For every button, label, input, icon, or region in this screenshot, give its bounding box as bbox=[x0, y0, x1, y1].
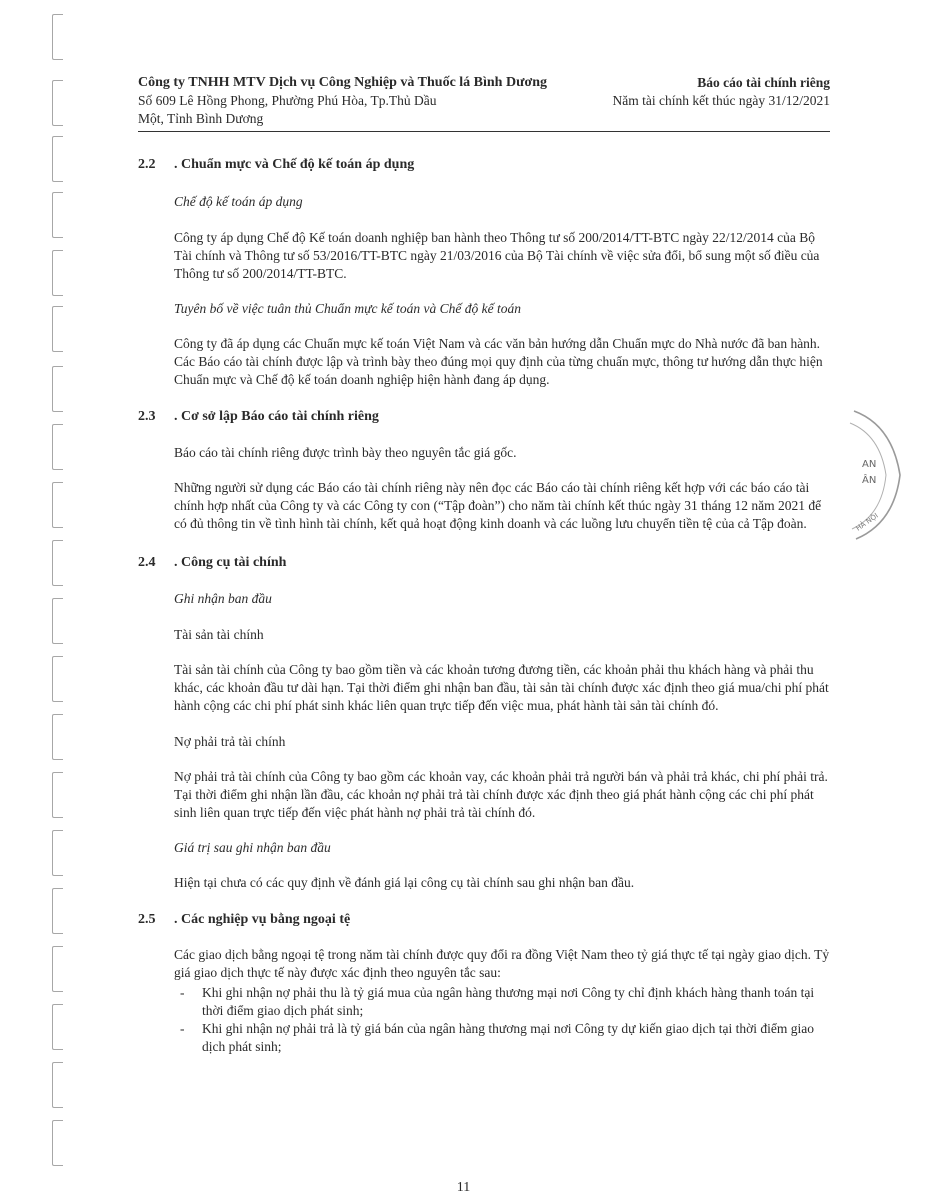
report-title: Báo cáo tài chính riêng bbox=[697, 75, 830, 90]
list-item: - Khi ghi nhận nợ phải thu là tỷ giá mua của ngân hàng thương mại nơi Công ty chỉ định khách hàng thanh toán tại thời điểm giao dịch phát sinh; bbox=[180, 985, 815, 1018]
header-rule bbox=[138, 131, 830, 132]
section-title: . Cơ sở lập Báo cáo tài chính riêng bbox=[174, 409, 379, 424]
subheading: Giá trị sau ghi nhận ban đầu bbox=[174, 840, 331, 855]
fiscal-year: Năm tài chính kết thúc ngày 31/12/2021 bbox=[612, 93, 830, 108]
section-2-2 bbox=[138, 156, 830, 389]
section-2-5 bbox=[138, 911, 830, 1056]
stamp-fragment bbox=[848, 405, 906, 545]
stamp-text: AN bbox=[862, 459, 877, 470]
subheading: Ghi nhận ban đầu bbox=[174, 591, 272, 606]
section-2-4 bbox=[138, 554, 830, 892]
subheading: Chế độ kế toán áp dụng bbox=[174, 194, 303, 209]
section-title: . Chuẩn mực và Chế độ kế toán áp dụng bbox=[174, 157, 415, 172]
section-number: 2.3 bbox=[138, 409, 156, 424]
section-number: 2.4 bbox=[138, 555, 156, 570]
stamp-text: ÂN bbox=[862, 475, 877, 486]
section-number: 2.5 bbox=[138, 912, 156, 927]
subheading: Tuyên bố về việc tuân thủ Chuẩn mực kế toán và Chế độ kế toán bbox=[174, 301, 522, 316]
section-heading bbox=[138, 156, 830, 174]
list-item: - Khi ghi nhận nợ phải trả là tỷ giá bán của ngân hàng thương mại nơi Công ty dự kiến giao dịch tại thời điểm giao dịch phát sinh; bbox=[180, 1021, 814, 1054]
paragraph: Nợ phải trả tài chính của Công ty bao gồm các khoản vay, các khoản phải trả người bán và phải trả khác, chi phí phải trả. Tại thời điểm ghi nhận lần đầu, các khoản nợ phải trả tài chính được xác định theo giá phát hành cộng các chi phí phát sinh liên quan trực tiếp đến việc phát hành nợ phải trả tài chính đó. bbox=[174, 769, 828, 820]
section-heading bbox=[138, 554, 830, 572]
section-title: . Công cụ tài chính bbox=[174, 555, 287, 570]
paragraph: Các giao dịch bằng ngoại tệ trong năm tài chính được quy đổi ra đồng Việt Nam theo tỷ giá thực tế tại ngày giao dịch. Tỷ giá giao dịch thực tế này được xác định theo nguyên tắc sau: bbox=[174, 947, 830, 980]
paragraph: Công ty đã áp dụng các Chuẩn mực kế toán Việt Nam và các văn bản hướng dẫn Chuẩn mực do Nhà nước đã ban hành. Các Báo cáo tài chính được lập và trình bày theo đúng mọi quy định của từng chuẩn mực, thông tư hướng dẫn thực hiện Chuẩn mực và Chế độ kế toán doanh nghiệp hiện hành đang áp dụng. bbox=[174, 336, 823, 387]
page-number: 11 bbox=[456, 1180, 471, 1195]
section-title: . Các nghiệp vụ bằng ngoại tệ bbox=[174, 912, 351, 927]
company-block bbox=[138, 74, 578, 128]
company-name: Công ty TNHH MTV Dịch vụ Công Nghiệp và Thuốc lá Bình Dương bbox=[138, 75, 548, 90]
paragraph: Công ty áp dụng Chế độ Kế toán doanh nghiệp ban hành theo Thông tư số 200/2014/TT-BTC ngày 22/12/2014 của Bộ Tài chính và Thông tư số 53/2016/TT-BTC ngày 21/03/2016 của Bộ Tài chính về việc sửa đổi, bổ sung một số điều của Thông tư số 200/2014/TT-BTC. bbox=[174, 230, 820, 281]
section-heading bbox=[138, 911, 830, 929]
minor-heading: Nợ phải trả tài chính bbox=[174, 734, 286, 749]
paragraph: Tài sản tài chính của Công ty bao gồm tiền và các khoản tương đương tiền, các khoản phải thu khách hàng và phải thu khác, các khoản đầu tư dài hạn. Tại thời điểm ghi nhận ban đầu, tài sản tài chính được xác định theo giá mua/chi phí phát hành cộng các chi phí phát sinh khác liên quan trực tiếp đến việc mua, phát hành tài sản tài chính đó. bbox=[174, 662, 829, 713]
paragraph: Những người sử dụng các Báo cáo tài chính riêng này nên đọc các Báo cáo tài chính riêng kết hợp với các báo cáo tài chính hợp nhất của Công ty và các Công ty con (“Tập đoàn”) cho năm tài chính kết thúc ngày 31 tháng 12 năm 2021 để có đủ thông tin về tình hình tài chính, kết quả hoạt động kinh doanh và các luồng lưu chuyển tiền tệ của cả Tập đoàn. bbox=[174, 480, 822, 531]
content bbox=[138, 156, 830, 1056]
section-number: 2.2 bbox=[138, 157, 156, 172]
company-address-line2: Một, Tỉnh Bình Dương bbox=[138, 111, 264, 126]
section-2-3 bbox=[138, 408, 830, 533]
section-heading bbox=[138, 408, 830, 426]
report-block bbox=[613, 74, 830, 110]
minor-heading: Tài sản tài chính bbox=[174, 627, 264, 642]
bullet-list bbox=[174, 984, 830, 1056]
paragraph: Hiện tại chưa có các quy định về đánh giá lại công cụ tài chính sau ghi nhận ban đầu. bbox=[174, 875, 635, 890]
binder-hole-marks bbox=[44, 0, 74, 1200]
paragraph: Báo cáo tài chính riêng được trình bày theo nguyên tắc giá gốc. bbox=[174, 445, 517, 460]
stamp-text: HÀ NỘI bbox=[854, 511, 880, 533]
company-address-line1: Số 609 Lê Hồng Phong, Phường Phú Hòa, Tp.Thủ Dầu bbox=[138, 93, 437, 108]
